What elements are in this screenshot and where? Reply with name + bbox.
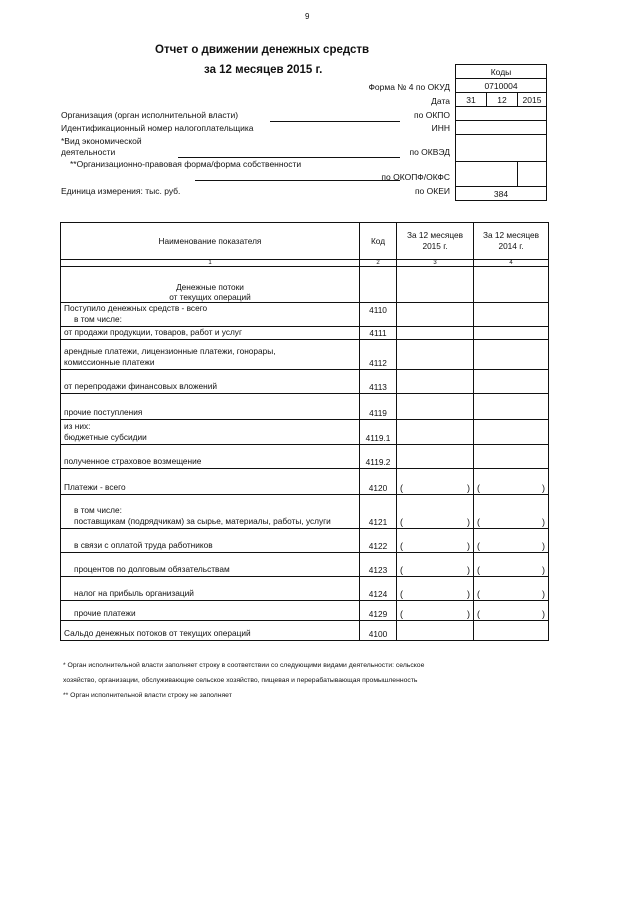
header-2015: За 12 месяцев 2015 г.: [397, 223, 474, 260]
value-2015: [397, 303, 474, 327]
date-day: 31: [456, 93, 487, 107]
date-year: 2015: [518, 93, 547, 107]
table-row: [61, 370, 549, 394]
okopf-value: [456, 162, 518, 187]
table-row: [61, 601, 549, 621]
header-code: Код: [360, 223, 397, 260]
value-2014: ( ): [474, 553, 549, 577]
inn-value: [456, 121, 547, 135]
date-month: 12: [487, 93, 518, 107]
row-code: 4110: [360, 303, 397, 327]
value-2014: ( ): [474, 529, 549, 553]
value-2015: ( ): [397, 529, 474, 553]
okei-value: 384: [456, 187, 547, 201]
section-title-1: Денежные потоки: [176, 282, 244, 292]
value-2014: [474, 340, 549, 370]
okpo-value: [456, 107, 547, 121]
value-2015: [397, 445, 474, 469]
row-code: 4122: [360, 529, 397, 553]
colnum-2: 2: [360, 260, 397, 267]
organization-line: [270, 121, 400, 122]
section-title-2: от текущих операций: [169, 292, 251, 302]
value-2014: [474, 327, 549, 340]
value-2014: ( ): [474, 601, 549, 621]
footnote-1b: хозяйство, организации, обслуживающие сельское хозяйство, пищевая и перерабатывающая промышленность: [63, 677, 418, 684]
value-2014: [474, 303, 549, 327]
section-title: [61, 267, 360, 303]
value-2014: ( ): [474, 469, 549, 495]
activity-line: [178, 157, 400, 158]
report-title: Отчет о движении денежных средств: [155, 44, 370, 56]
activity-label-2: деятельности: [61, 147, 116, 157]
row-label: от продажи продукции, товаров, работ и услуг: [61, 327, 360, 340]
row-label: прочие поступления: [61, 394, 360, 420]
value-2014: [474, 420, 549, 445]
row-code: 4119.2: [360, 445, 397, 469]
legal-form-line: [195, 180, 400, 181]
table-row: [61, 394, 549, 420]
value-2014: ( ): [474, 577, 549, 601]
row-code: 4119.1: [360, 420, 397, 445]
table-row: [61, 529, 549, 553]
row-label: в связи с оплатой труда работников: [74, 540, 213, 550]
row-label: из них:: [64, 421, 91, 431]
row-label: налог на прибыль организаций: [74, 588, 194, 598]
colnum-1: 1: [61, 260, 360, 267]
report-period: за 12 месяцев 2015 г.: [204, 64, 323, 76]
value-2015: ( ): [397, 577, 474, 601]
table-row: [61, 553, 549, 577]
value-2014: [474, 621, 549, 641]
row-sublabel: комиссионные платежи: [64, 357, 155, 367]
table-row: [61, 420, 549, 445]
row-label: арендные платежи, лицензионные платежи, гонорары,: [64, 346, 276, 356]
table-row: [61, 495, 549, 529]
page-number: 9: [305, 12, 310, 21]
row-label: прочие платежи: [74, 608, 136, 618]
value-2015: [397, 420, 474, 445]
row-code: 4121: [360, 495, 397, 529]
footnote-2: ** Орган исполнительной власти строку не заполняет: [63, 692, 232, 699]
row-code: 4113: [360, 370, 397, 394]
row-code: 4124: [360, 577, 397, 601]
row-label: в том числе:: [74, 505, 122, 515]
value-2015: ( ): [397, 495, 474, 529]
row-label: Поступило денежных средств - всего: [64, 303, 208, 313]
table-row: [61, 621, 549, 641]
activity-label-1: *Вид экономической: [61, 136, 142, 146]
row-code: 4119: [360, 394, 397, 420]
row-label: от перепродажи финансовых вложений: [61, 370, 360, 394]
value-2014: ( ): [474, 495, 549, 529]
okfs-value: [518, 162, 547, 187]
value-2015: [397, 621, 474, 641]
row-code: 4111: [360, 327, 397, 340]
row-code: 4129: [360, 601, 397, 621]
table-row: [61, 340, 549, 370]
table-row: [61, 303, 549, 327]
organization-label: Организация (орган исполнительной власти): [61, 110, 239, 120]
form-code: 0710004: [456, 79, 547, 93]
unit-label: Единица измерения: тыс. руб.: [61, 186, 181, 196]
value-2015: [397, 370, 474, 394]
inn-label: ИНН: [431, 123, 450, 133]
row-sublabel: поставщикам (подрядчикам) за сырье, материалы, работы, услуги: [74, 516, 331, 526]
row-code: 4112: [360, 340, 397, 370]
colnum-3: 3: [397, 260, 474, 267]
table-row: [61, 445, 549, 469]
value-2015: ( ): [397, 601, 474, 621]
table-row: [61, 469, 549, 495]
value-2015: ( ): [397, 553, 474, 577]
value-2014: [474, 370, 549, 394]
codes-box: [455, 64, 547, 201]
row-label: Платежи - всего: [61, 469, 360, 495]
okei-label: по ОКЕИ: [414, 186, 450, 196]
value-2015: [397, 340, 474, 370]
okpo-label: по ОКПО: [414, 110, 450, 120]
date-label: Дата: [431, 96, 450, 106]
okopf-label: по ОКОПФ/ОКФС: [381, 172, 450, 182]
row-sublabel: бюджетные субсидии: [64, 432, 147, 442]
header-name: Наименование показателя: [61, 223, 360, 260]
colnum-4: 4: [474, 260, 549, 267]
value-2014: [474, 445, 549, 469]
header-2014: За 12 месяцев 2014 г.: [474, 223, 549, 260]
table-row: [61, 577, 549, 601]
row-code: 4123: [360, 553, 397, 577]
row-code: 4120: [360, 469, 397, 495]
codes-header: Коды: [456, 65, 547, 79]
row-label: процентов по долговым обязательствам: [74, 564, 230, 574]
row-label: полученное страховое возмещение: [61, 445, 360, 469]
inn-row-label: Идентификационный номер налогоплательщика: [61, 123, 254, 133]
footnote-1a: * Орган исполнительной власти заполняет строку в соответствии со следующими видами деятельности: сельское: [63, 662, 425, 669]
row-sublabel: в том числе:: [74, 314, 122, 324]
cash-flow-table: [60, 222, 549, 641]
value-2015: [397, 394, 474, 420]
row-code: 4100: [360, 621, 397, 641]
value-2015: [397, 327, 474, 340]
form-okud-label: Форма № 4 по ОКУД: [368, 82, 450, 92]
okved-value: [456, 135, 547, 162]
legal-form-label: **Организационно-правовая форма/форма собственности: [70, 159, 302, 169]
table-row: [61, 327, 549, 340]
value-2015: ( ): [397, 469, 474, 495]
row-label: Сальдо денежных потоков от текущих операций: [61, 621, 360, 641]
okved-label: по ОКВЭД: [409, 147, 450, 157]
value-2014: [474, 394, 549, 420]
